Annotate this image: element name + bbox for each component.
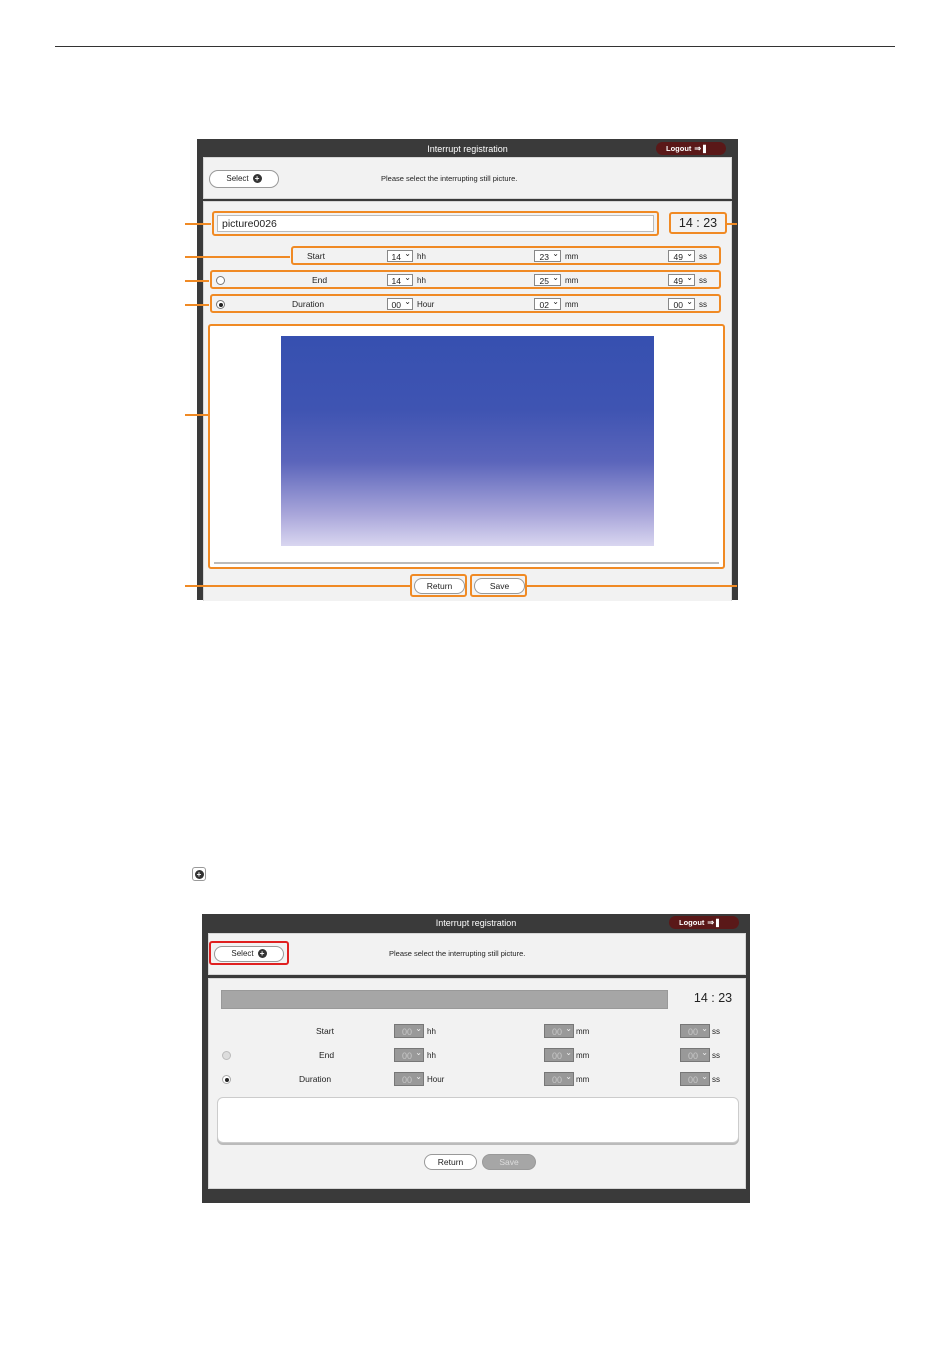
duration-second-select[interactable]: 00 ⌄ [668,298,695,310]
end-radio-2[interactable] [222,1051,231,1060]
select-button-2[interactable] [214,946,284,962]
duration-hour-select[interactable]: 00 ⌄ [387,298,413,310]
select-hint-2: Please select the interrupting still picture. [389,949,526,958]
plus-glyph: + [195,870,204,879]
preview-bottom-line [214,562,719,564]
end-hour-unit-2: hh [427,1051,436,1060]
end-radio[interactable] [216,276,225,285]
start-hour-unit: hh [417,252,426,261]
end-hour-select[interactable]: 14 ⌄ [387,274,413,286]
select-panel [203,157,732,199]
end-second-select-2[interactable]: 00 ⌄ [680,1048,710,1062]
duration-hour-unit-2: Hour [427,1075,445,1084]
window-title-2: Interrupt registration [435,918,517,928]
duration-minute-unit-2: mm [576,1075,590,1084]
duration-minute-select[interactable]: 02 ⌄ [534,298,561,310]
clock-display-2: 14 : 23 [693,991,733,1005]
leader-end [185,280,209,282]
leader-return [185,585,411,587]
end-minute-select[interactable]: 25 ⌄ [534,274,561,286]
start-label-2: Start [316,1026,334,1036]
preview-image [281,336,654,546]
save-button-2[interactable]: Save [482,1154,536,1170]
leader-duration [185,304,209,306]
start-second-unit-2: ss [712,1027,720,1036]
select-hint: Please select the interrupting still picture. [381,174,518,183]
leader-clock [725,223,737,225]
select-panel-2 [208,933,746,975]
start-minute-unit-2: mm [576,1027,590,1036]
start-hour-select-2[interactable]: 00 ⌄ [394,1024,424,1038]
leader-filename [185,223,211,225]
duration-minute-select-2[interactable]: 00 ⌄ [544,1072,574,1086]
duration-row-highlight [210,294,721,313]
end-second-unit: ss [699,276,707,285]
page-top-rule [55,46,895,47]
screenshot-1-window [197,139,738,600]
logout-icon: ⇒❚ [694,144,708,153]
start-hour-select[interactable]: 14 ⌄ [387,250,413,262]
preview-area-2 [217,1097,739,1143]
end-second-unit-2: ss [712,1051,720,1060]
clock-display: 14 : 23 [678,216,718,230]
filename-field-empty [221,990,668,1009]
duration-second-select-2[interactable]: 00 ⌄ [680,1072,710,1086]
leader-save [526,585,737,587]
logout-icon-2: ⇒❚ [707,918,721,927]
plus-circle-icon-inline [192,867,206,881]
leader-start [185,256,290,258]
start-hour-unit-2: hh [427,1027,436,1036]
plus-circle-icon-2: + [258,949,267,958]
logout-button[interactable] [656,142,726,155]
start-row-highlight [291,246,721,265]
screenshot-2-window [202,914,750,1203]
end-label-2: End [319,1050,335,1060]
end-hour-select-2[interactable]: 00 ⌄ [394,1048,424,1062]
duration-hour-unit: Hour [417,300,435,309]
duration-label: Duration [292,299,325,309]
duration-radio-2[interactable] [222,1075,231,1084]
start-minute-select[interactable]: 23 ⌄ [534,250,561,262]
duration-second-unit-2: ss [712,1075,720,1084]
end-minute-select-2[interactable]: 00 ⌄ [544,1048,574,1062]
end-minute-unit: mm [565,276,579,285]
select-label: Select [226,174,249,183]
window-title: Interrupt registration [427,144,508,154]
duration-radio[interactable] [216,300,225,309]
end-label: End [312,275,328,285]
logout-button-2[interactable] [669,916,739,929]
filename-field: picture0026 [217,215,654,232]
plus-circle-icon: + [253,174,262,183]
start-label: Start [307,251,325,261]
start-second-unit: ss [699,252,707,261]
select-label-2: Select [231,949,254,958]
start-second-select-2[interactable]: 00 ⌄ [680,1024,710,1038]
duration-second-unit: ss [699,300,707,309]
duration-minute-unit: mm [565,300,579,309]
end-hour-unit: hh [417,276,426,285]
save-button[interactable]: Save [474,578,525,594]
return-button[interactable]: Return [414,578,465,594]
logout-label: Logout [666,144,692,153]
start-minute-select-2[interactable]: 00 ⌄ [544,1024,574,1038]
start-minute-unit: mm [565,252,579,261]
start-second-select[interactable]: 49 ⌄ [668,250,695,262]
end-minute-unit-2: mm [576,1051,590,1060]
duration-hour-select-2[interactable]: 00 ⌄ [394,1072,424,1086]
end-second-select[interactable]: 49 ⌄ [668,274,695,286]
duration-label-2: Duration [299,1074,332,1084]
leader-preview [185,414,209,416]
return-button-2[interactable]: Return [424,1154,477,1170]
logout-label-2: Logout [679,918,705,927]
select-button[interactable] [209,170,279,188]
main-panel-2 [208,978,746,1189]
end-row-highlight [210,270,721,289]
